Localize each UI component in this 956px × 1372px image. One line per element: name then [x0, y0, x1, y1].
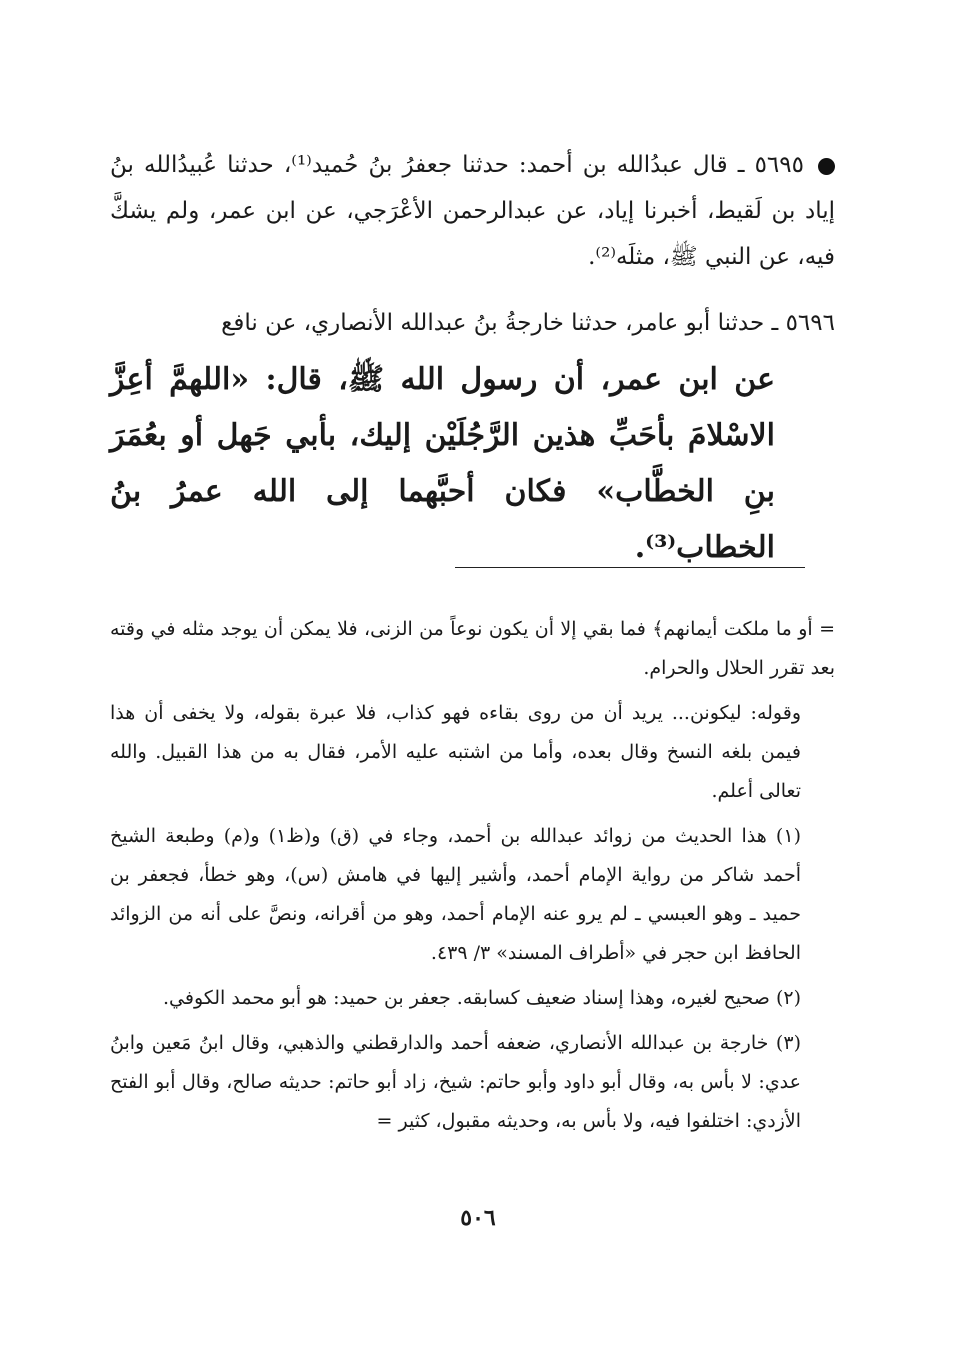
footnote-2: (٢) صحيح لغيره، وهذا إسناد ضعيف كسابقه. جعفر بن حميد: هو أبو محمد الكوفي.: [162, 987, 801, 1009]
hadith-5696-body: [110, 352, 835, 576]
hadith-5695: [110, 142, 835, 280]
hadith-5695-text: ٥٦٩٥ ـ قال عبدُالله بن أحمد: حدثنا جعفرُ بنُ حُميد⁽¹⁾، حدثنا عُبيدُالله بنُ إياد بن لَقيط، أخبرنا إياد، عن عبدالرحمن الأعْرَجي، عن ابن عمر، ولم يشكَّ فيه، عن النبي ﷺ، مثلَه⁽²⁾.: [110, 152, 835, 270]
hadith-5696-text: عن ابن عمر، أن رسول الله ﷺ، قال: «اللهمَّ أعِزَّ الاسْلامَ بأحَبِّ هذين الرَّجُلَيْن إليك، بأبي جَهل أو بعُمَرَ بنِ الخطَّاب» فكان أحبَّهما إلى الله عمرُ بنُ الخطاب⁽³⁾.: [110, 362, 775, 565]
footnote-1: (١) هذا الحديث من زوائد عبدالله بن أحمد، وجاء في (ق) و(ظ١) و(م) وطبعة الشيخ أحمد شاكر من رواية الإمام أحمد، وأشير إليها في هامش (س)، وهو خطأ، فجعفر بن حميد ـ وهو العبسي ـ لم يرو عنه الإمام أحمد، وهو من أقرانه، ونصَّ على أنه من الزوائد الحافظ ابن حجر في «أطراف المسند» ٣/ ٤٣٩.: [110, 825, 801, 964]
hadith-5696-intro: ٥٦٩٦ ـ حدثنا أبو عامر، حدثنا خارجةُ بنُ عبدالله الأنصاري، عن نافع: [221, 310, 835, 336]
bullet-icon: [818, 158, 835, 175]
footnote-continuation-2: وقوله: ليكونن... يريد أن من روى بقاءه فهو كذاب، فلا عبرة بقوله، ولا يخفى أن هذا فيمن بلغه النسخ وقال بعده، وأما من اشتبه عليه الأمر، فقال به من هذا القبيل. والله تعالى أعلم.: [110, 702, 801, 802]
footnote-3: (٣) خارجة بن عبدالله الأنصاري، ضعفه أحمد والدارقطني والذهبي، وقال ابنُ مَعين وابنُ عدي: لا بأس به، وقال أبو داود وأبو حاتم: شيخ، زاد أبو حاتم: حديثه صالح، وقال أبو الفتح الأزدي: اختلفوا فيه، ولا بأس به، وحديثه مقبول، كثير =: [110, 1032, 801, 1132]
footnote-continuation-1: = أو ما ملكت أيمانهم﴾ فما بقي إلا أن يكون نوعاً من الزنى، فلا يمكن أن يوجد مثله في وقته بعد تقرر الحلال والحرام.: [110, 618, 835, 679]
page-number: ٥٠٦: [460, 1205, 496, 1231]
footnote-separator: [455, 567, 805, 568]
footnotes: [110, 610, 835, 1147]
